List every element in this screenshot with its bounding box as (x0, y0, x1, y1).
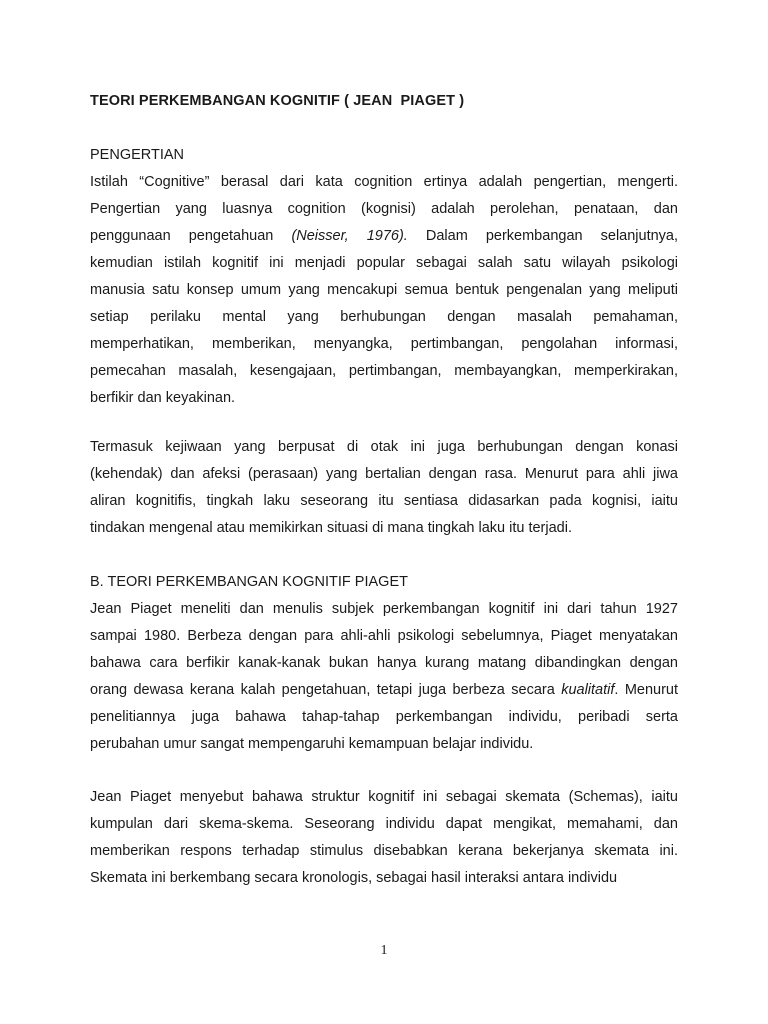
text-line: sampai 1980. Berbeza dengan para ahli-ahli psikologi sebelumnya, Piaget menyatakan (90, 628, 678, 644)
paragraph-pengertian-2 (90, 434, 678, 542)
text-line: Skemata ini berkembang secara kronologis, sebagai hasil interaksi antara individu (90, 870, 618, 886)
paragraph-piaget-1 (90, 596, 678, 758)
text-line: Jean Piaget meneliti dan menulis subjek perkembangan kognitif ini dari tahun 1927 (90, 601, 678, 617)
text-line: tindakan mengenal atau memikirkan situasi di mana tingkah laku itu terjadi. (90, 520, 572, 536)
text-line: Istilah “Cognitive” berasal dari kata cognition ertinya adalah pengertian, mengerti. (90, 174, 678, 190)
text-line: (kehendak) dan afeksi (perasaan) yang bertalian dengan rasa. Menurut para ahli jiwa (90, 466, 678, 482)
text-line: penggunaan pengetahuan (Neisser, 1976). Dalam perkembangan selanjutnya, (90, 228, 679, 244)
text-line: kemudian istilah kognitif ini menjadi popular sebagai salah satu wilayah psikologi (90, 255, 678, 271)
document-page (90, 0, 678, 1024)
document-title: TEORI PERKEMBANGAN KOGNITIF ( JEAN PIAGET ) (90, 93, 465, 109)
text-line: Termasuk kejiwaan yang berpusat di otak ini juga berhubungan dengan konasi (90, 439, 678, 455)
text-line: aliran kognitifis, tingkah laku seseorang itu sentiasa didasarkan pada kognisi, iaitu (90, 493, 678, 509)
text-line: manusia satu konsep umum yang mencakupi semua bentuk pengenalan yang meliputi (90, 282, 678, 298)
paragraph-pengertian-1 (90, 169, 678, 412)
text-line: pemecahan masalah, kesengajaan, pertimbangan, membayangkan, memperkirakan, (90, 363, 678, 379)
text-line: bahawa cara berfikir kanak-kanak bukan hanya kurang matang dibandingkan dengan (90, 655, 678, 671)
text-line: penelitiannya juga bahawa tahap-tahap perkembangan individu, peribadi serta (90, 709, 678, 725)
text-line: memperhatikan, memberikan, menyangka, pertimbangan, pengolahan informasi, (90, 336, 678, 352)
text-line: Jean Piaget menyebut bahawa struktur kognitif ini sebagai skemata (Schemas), iaitu (90, 789, 678, 805)
text-line: memberikan respons terhadap stimulus disebabkan kerana bekerjanya skemata ini. (90, 843, 678, 859)
text-line: kumpulan dari skema-skema. Seseorang individu dapat mengikat, memahami, dan (90, 816, 678, 832)
text-line: Pengertian yang luasnya cognition (kognisi) adalah perolehan, penataan, dan (90, 201, 678, 217)
text-line: orang dewasa kerana kalah pengetahuan, tetapi juga berbeza secara kualitatif. Menurut (90, 682, 679, 698)
page-number: 1 (380, 943, 388, 958)
section-heading-teori-piaget: B. TEORI PERKEMBANGAN KOGNITIF PIAGET (90, 574, 408, 590)
paragraph-piaget-2 (90, 784, 678, 892)
section-heading-pengertian: PENGERTIAN (90, 147, 185, 163)
text-line: perubahan umur sangat mempengaruhi kemampuan belajar individu. (90, 736, 534, 752)
text-line: setiap perilaku mental yang berhubungan dengan masalah pemahaman, (90, 309, 678, 325)
text-line: berfikir dan keyakinan. (90, 390, 236, 406)
